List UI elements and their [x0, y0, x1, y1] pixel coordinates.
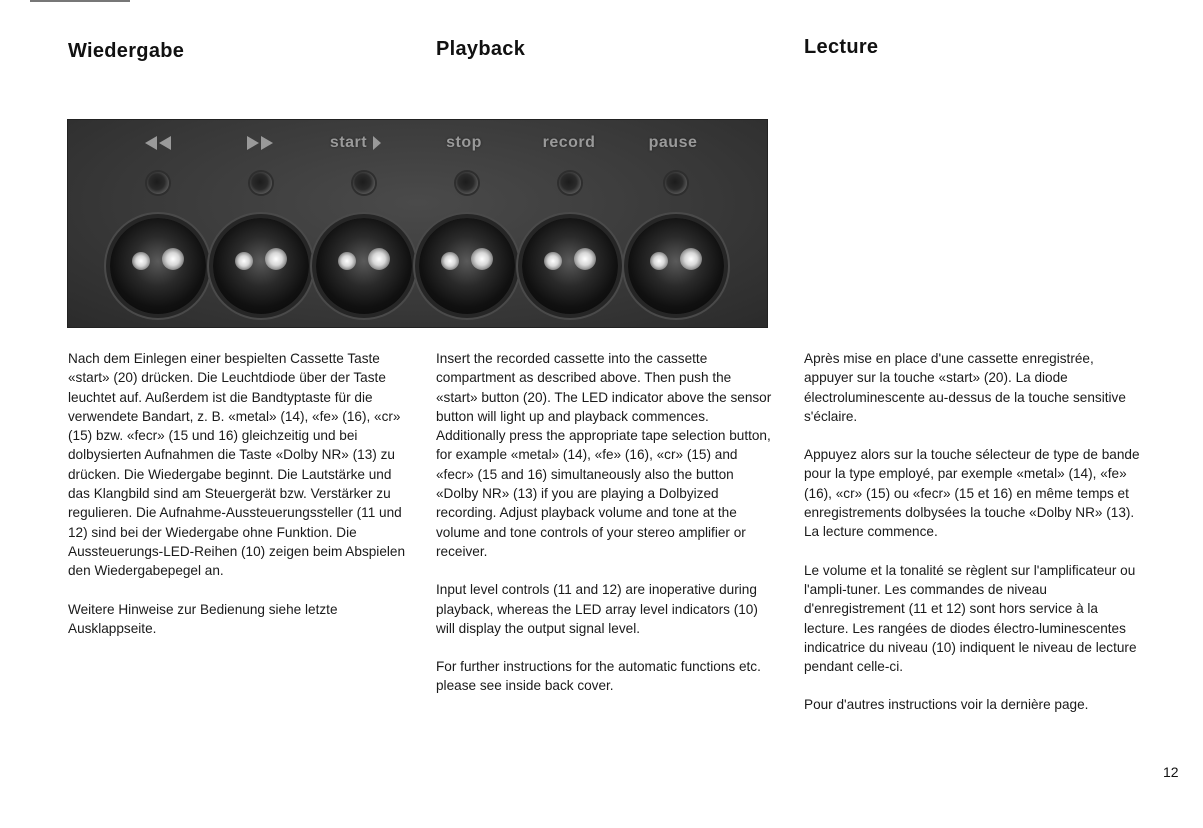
- rewind-button[interactable]: [110, 218, 206, 314]
- fast-forward-icon: [217, 132, 303, 154]
- led-rewind: [147, 172, 169, 194]
- fast-forward-button[interactable]: [213, 218, 309, 314]
- control-panel-photo: [67, 119, 768, 328]
- start-label: [313, 132, 399, 154]
- german-paragraph-1: Nach dem Einlegen einer bespielten Cassette Taste «start» (20) drücken. Die Leuchtdiode über der Taste leuchtet auf. Außerdem ist die Bandtyptaste für die verwendete Bandart, z. B. «metal» (14), «fe» (16), «cr» (15) bzw. «fecr» (15 und 16) gleichzeitig und bei dolbysierten Aufnahmen die Taste «Dolby NR» (13) zu drücken. Die Wiedergabe beginnt. Die Lautstärke und das Klangbild sind am Steuergerät bzw. Verstärker zu regulieren. Die Aufnahme-Aussteuerungssteller (11 und 12) sind bei der Wiedergabe ohne Funktion. Die Aussteuerungs-LED-Reihen (10) zeigen beim Abspielen den Wiedergabepegel an.: [68, 351, 406, 579]
- start-button[interactable]: [316, 218, 412, 314]
- led-start: [353, 172, 375, 194]
- led-fast-forward: [250, 172, 272, 194]
- play-triangle-icon: [372, 136, 382, 150]
- rewind-icon: [115, 132, 201, 154]
- stop-label: stop: [446, 134, 482, 151]
- title-french: Lecture: [804, 36, 879, 58]
- top-rule: [30, 0, 130, 2]
- page-number: 12: [1163, 764, 1179, 780]
- french-paragraph-1: Après mise en place d'une cassette enregistrée, appuyer sur la touche «start» (20). La diode électroluminescente au-dessus de la touche sensitive s'éclaire.: [804, 351, 1126, 424]
- title-english: Playback: [436, 38, 526, 60]
- english-paragraph-1: Insert the recorded cassette into the cassette compartment as described above. Then push the «start» button (20). The LED indicator above the sensor button will light up and playback commences. Additionally press the appropriate tape selection button, for example «metal» (14), «fe» (16), «cr» (15) and «fecr» (15 and 16) simultaneously also the button «Dolby NR» (13) if you are playing a Dolbyized recording. Adjust playback volume and tone at the volume and tone controls of your stereo amplifier or receiver.: [436, 351, 772, 559]
- english-paragraph-3: For further instructions for the automatic functions etc. please see inside back cover.: [436, 659, 761, 694]
- record-label: record: [542, 134, 596, 151]
- german-column: [68, 349, 408, 657]
- pause-button[interactable]: [628, 218, 724, 314]
- record-button[interactable]: [522, 218, 618, 314]
- french-column: [804, 349, 1144, 734]
- led-stop: [456, 172, 478, 194]
- title-german: Wiedergabe: [68, 40, 185, 62]
- german-paragraph-2: Weitere Hinweise zur Bedienung siehe letzte Ausklappseite.: [68, 601, 338, 636]
- led-record: [559, 172, 581, 194]
- french-paragraph-4: Pour d'autres instructions voir la dernière page.: [804, 697, 1089, 713]
- french-paragraph-2: Appuyez alors sur la touche sélecteur de type de bande pour la type employé, par exemple «metal» (14), «fe» (16), «cr» (15) ou «fecr» (15 et 16) en même temps et enregistrements dolbysées la touche «Dolby NR» (13). La lecture commence.: [804, 447, 1140, 540]
- english-paragraph-2: Input level controls (11 and 12) are inoperative during playback, whereas the LED array level indicators (10) will display the output signal level.: [436, 582, 758, 636]
- english-column: [436, 349, 776, 715]
- french-paragraph-3: Le volume et la tonalité se règlent sur l'amplificateur ou l'ampli-tuner. Les commandes de niveau d'enregistrement (11 et 12) sont hors service à la lecture. Les rangées de diodes électro-luminescentes indicatrice du niveau (10) indiquent le niveau de lecture pendant celle-ci.: [804, 562, 1137, 675]
- pause-label: pause: [648, 134, 698, 151]
- led-pause: [665, 172, 687, 194]
- stop-button[interactable]: [419, 218, 515, 314]
- start-label-text: start: [329, 134, 368, 151]
